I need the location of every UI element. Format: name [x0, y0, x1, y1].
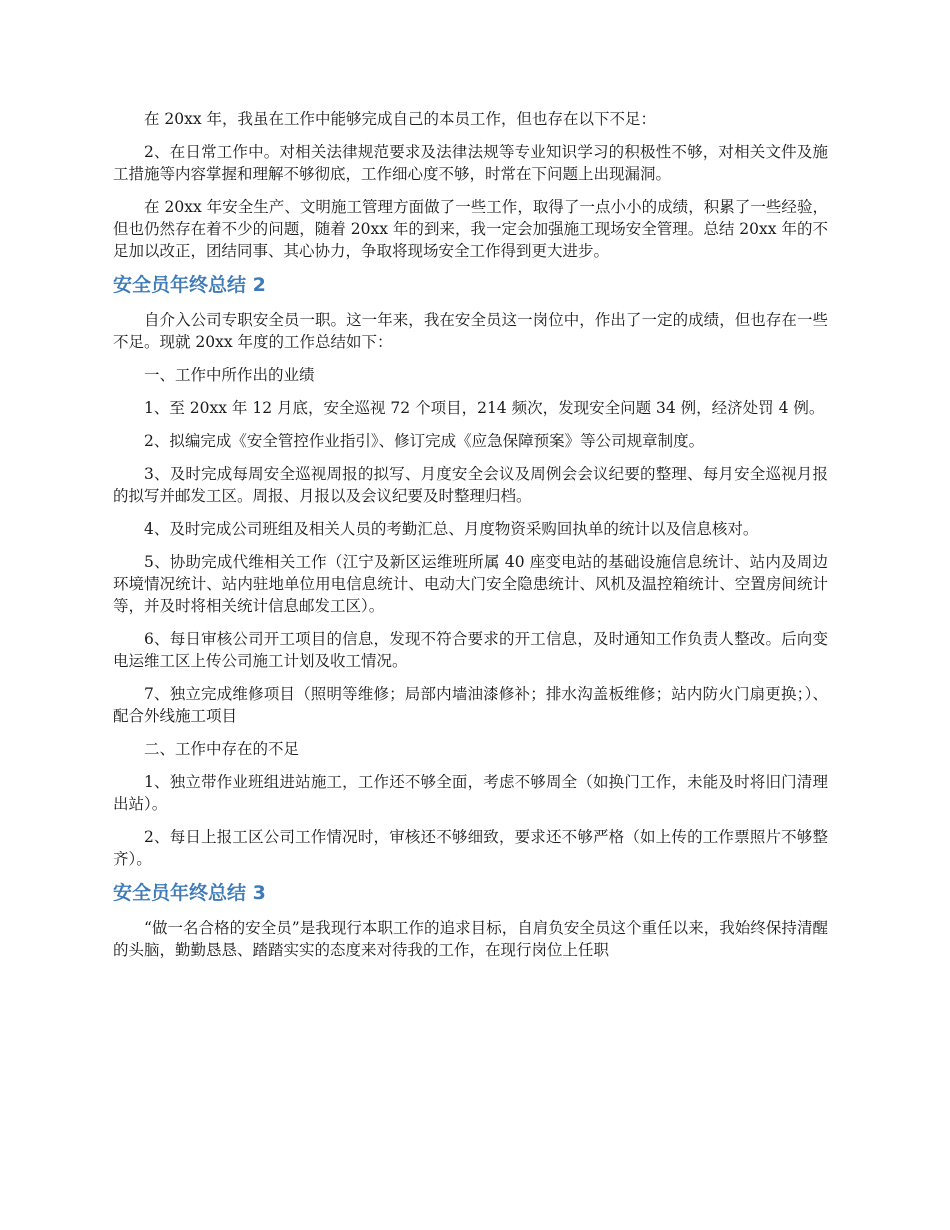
paragraph-achievement-5: 5、协助完成代维相关工作（江宁及新区运维班所属 40 座变电站的基础设施信息统计、站内及周边环境情况统计、站内驻地单位用电信息统计、电动大门安全隐患统计、风机及温控箱统计、空置房间统计等，并及时将相关统计信息邮发工区）。	[113, 553, 828, 615]
paragraph-achievement-7: 7、独立完成维修项目（照明等维修；局部内墙油漆修补；排水沟盖板维修；站内防火门扇更换；）、配合外线施工项目	[113, 685, 828, 725]
paragraph-shortcomings-title: 二、工作中存在的不足	[144, 740, 300, 758]
paragraph-achievements-title: 一、工作中所作出的业绩	[144, 366, 315, 384]
paragraph-intro: 在 20xx 年，我虽在工作中能够完成自己的本员工作，但也存在以下不足：	[144, 110, 657, 128]
section-heading-3: 安全员年终总结 3	[113, 882, 266, 904]
paragraph-conclusion: 在 20xx 年安全生产、文明施工管理方面做了一些工作，取得了一点小小的成绩，积累了一些经验，但也仍然存在着不少的问题，随着 20xx 年的到来，我一定会加强施工现场安全管理。总结 20xx 年的不足加以改正，团结同事、其心协力，争取将现场安全工作得到更大进步。	[113, 198, 828, 260]
paragraph-achievement-3: 3、及时完成每周安全巡视周报的拟写、月度安全会议及周例会会议纪要的整理、每月安全巡视月报的拟写并邮发工区。周报、月报以及会议纪要及时整理归档。	[113, 465, 828, 505]
paragraph-shortcoming-2: 2、在日常工作中。对相关法律规范要求及法律法规等专业知识学习的积极性不够，对相关文件及施工措施等内容掌握和理解不够彻底，工作细心度不够，时常在下问题上出现漏洞。	[113, 143, 828, 183]
paragraph-section3-intro: “做一名合格的安全员”是我现行本职工作的追求目标，自肩负安全员这个重任以来，我始终保持清醒的头脑，勤勤恳恳、踏踏实实的态度来对待我的工作，在现行岗位上任职	[113, 919, 828, 959]
document-page	[113, 108, 828, 972]
paragraph-achievement-6: 6、每日审核公司开工项目的信息，发现不符合要求的开工信息，及时通知工作负责人整改。后向变电运维工区上传公司施工计划及收工情况。	[113, 630, 828, 670]
paragraph-achievement-1: 1、至 20xx 年 12 月底，安全巡视 72 个项目，214 频次，发现安全问题 34 例，经济处罚 4 例。	[144, 399, 825, 417]
paragraph-section2-intro: 自介入公司专职安全员一职。这一年来，我在安全员这一岗位中，作出了一定的成绩，但也存在一些不足。现就 20xx 年度的工作总结如下：	[113, 311, 828, 351]
paragraph-achievement-4: 4、及时完成公司班组及相关人员的考勤汇总、月度物资采购回执单的统计以及信息核对。	[144, 520, 759, 538]
paragraph-achievement-2: 2、拟编完成《安全管控作业指引》、修订完成《应急保障预案》等公司规章制度。	[144, 432, 705, 450]
paragraph-shortcoming-item-2: 2、每日上报工区公司工作情况时，审核还不够细致，要求还不够严格（如上传的工作票照片不够整齐）。	[113, 828, 828, 868]
section-heading-2: 安全员年终总结 2	[113, 274, 266, 296]
paragraph-shortcoming-item-1: 1、独立带作业班组进站施工，工作还不够全面，考虑不够周全（如换门工作，未能及时将旧门清理出站）。	[113, 773, 828, 813]
